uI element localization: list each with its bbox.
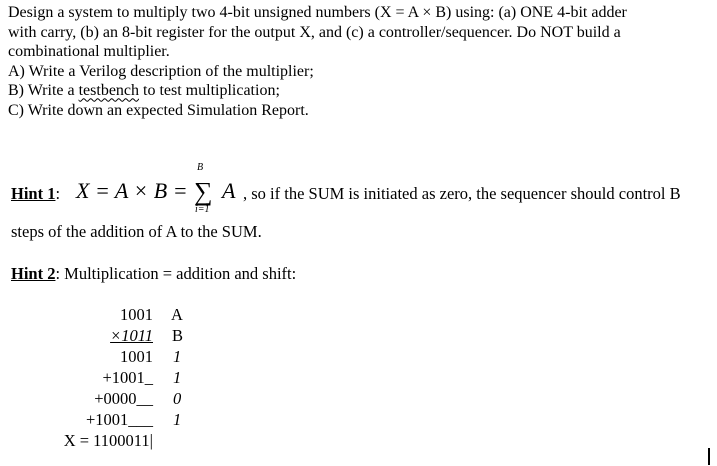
intro-line-1: Design a system to multiply two 4-bit unsigned numbers (X = A × B) using: (a) ONE 4-bit adder <box>8 4 627 21</box>
partial-bit-3: 0 <box>173 389 182 408</box>
partial-product-3: +0000__ <box>94 389 153 408</box>
hint-1-label: Hint 1 <box>11 184 56 203</box>
summation-upper-limit: B <box>197 162 204 173</box>
multiplier-tag: B <box>172 326 184 345</box>
hint-1-colon: : <box>55 184 61 203</box>
partial-bit-4: 1 <box>173 410 182 429</box>
hint-2-label: Hint 2 <box>11 264 56 283</box>
product-result: X = 1100011| <box>63 431 153 450</box>
hint-1-continuation: steps of the addition of A to the SUM. <box>11 222 262 241</box>
hint-1-formula: X = A × B = <box>76 178 188 203</box>
multiplier: ×1011 <box>110 326 153 345</box>
summation-term: A <box>222 178 236 203</box>
hint-2-text: : Multiplication = addition and shift: <box>55 264 297 283</box>
summation-sigma: ∑ <box>194 177 213 206</box>
hint-1-text: , so if the SUM is initiated as zero, the sequencer should control B <box>243 184 681 203</box>
partial-bit-1: 1 <box>173 347 182 366</box>
task-b <box>8 81 713 101</box>
task-a: A) Write a Verilog description of the multiplier; <box>8 62 314 80</box>
task-b-testbench-word: testbench <box>78 82 140 100</box>
summation-lower-limit: i=1 <box>195 204 210 215</box>
intro-line-3: combinational multiplier. <box>8 43 170 61</box>
multiplicand-tag: A <box>171 305 183 324</box>
partial-product-1: 1001 <box>120 347 153 366</box>
partial-product-2: +1001_ <box>102 368 153 387</box>
partial-bit-2: 1 <box>173 368 182 387</box>
hint-2 <box>11 264 296 284</box>
intro-line-2: with carry, (b) an 8-bit register for the output X, and (c) a controller/sequencer. Do NOT build a <box>8 23 621 41</box>
task-c: C) Write down an expected Simulation Report. <box>8 101 309 119</box>
text-cursor <box>708 448 710 465</box>
multiplicand: 1001 <box>120 305 153 324</box>
task-b-suffix: to test multiplication; <box>139 82 280 100</box>
hint-1 <box>11 162 716 216</box>
problem-statement <box>8 3 713 121</box>
partial-product-4: +1001___ <box>85 410 153 429</box>
summation <box>192 162 218 218</box>
task-b-prefix: B) Write a <box>8 82 79 100</box>
